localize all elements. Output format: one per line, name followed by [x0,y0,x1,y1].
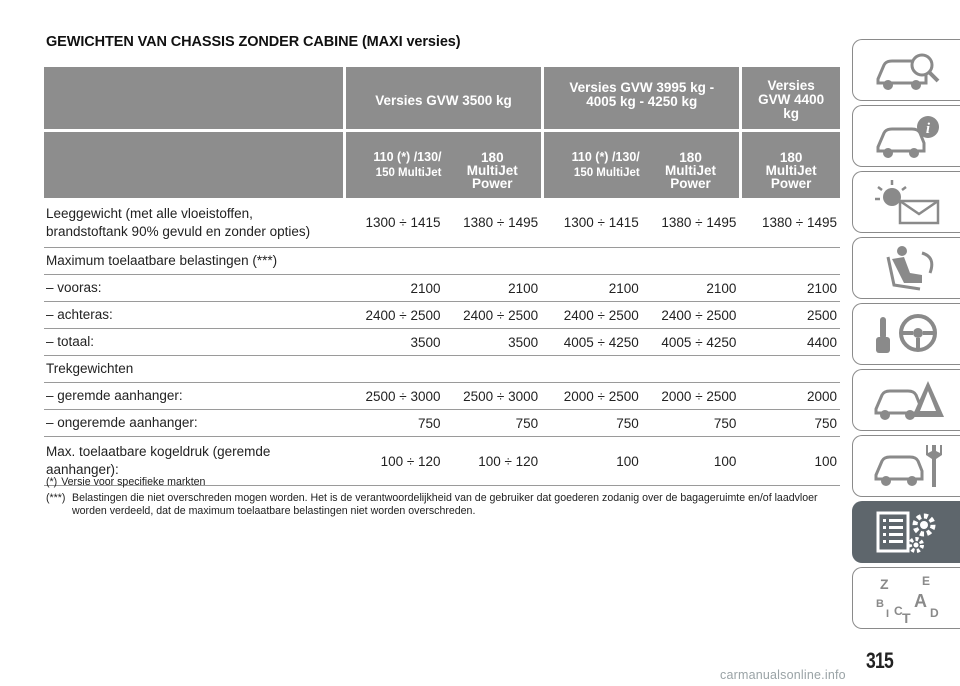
header-engine-line2: 150 MultiJet [375,167,442,179]
cell-value: 2000 ÷ 2500 [661,388,737,404]
table-header-row-engines [44,132,840,198]
car-breakdown-warning-icon [870,375,948,425]
cell-value: 2100 [508,280,539,296]
index-letter: E [921,574,930,588]
cell-value: 4400 [806,334,838,350]
table-section-row [44,356,840,383]
table-row [44,383,840,410]
header-engine-line1: 110 (*) /130/ [373,150,442,164]
footnote-text: Versie voor specifieke markten [61,476,206,488]
tab-index[interactable] [852,567,960,629]
row-label: Leeggewicht (met alle vloeistoffen, brandstoftank 90% gevuld en zonder opties) [46,205,311,239]
footnote-text: Belastingen die niet overschreden mogen worden. Het is de verantwoordelijkheid van de gebruiker dat goederen zodanig over de bagageruimte en/of laadvloer worden verdeeld, dat de maximum toelaatbare belastingen niet worden overschreden. [72,492,818,517]
table-header-row-groups [44,67,840,129]
warning-lights-envelope-icon [870,177,948,227]
cell-value: 4005 ÷ 4250 [563,334,639,350]
header-engine-180-label: 180 MultiJet Power [466,150,518,191]
footnote [46,492,836,518]
table-section-row [44,248,840,275]
cell-value: 2400 ÷ 2500 [563,307,639,323]
cell-value: 2100 [608,280,639,296]
header-group-gvw-3995-4250-label: Versies GVW 3995 kg - 4005 kg - 4250 kg [569,80,715,109]
row-label: – geremde aanhanger: [46,388,183,403]
tab-car-search[interactable] [852,39,960,101]
cell-value: 750 [616,415,639,431]
cell-value: 2500 [806,307,838,323]
header-engine-180-label: 180 MultiJet Power [665,150,717,191]
table-row [44,410,840,437]
page-number: 315 [866,648,893,673]
tab-key-steering[interactable] [852,303,960,365]
cell-value: 750 [713,415,737,431]
cell-value: 2400 ÷ 2500 [365,307,441,323]
header-group-gvw-3500: Versies GVW 3500 kg [346,67,541,129]
tab-car-breakdown[interactable] [852,369,960,431]
tab-warning-lights[interactable] [852,171,960,233]
row-label: – vooras: [46,280,102,295]
header-engine-line2: 150 MultiJet [573,167,640,179]
header-engine-180-b [642,132,740,198]
header-engine-180-c [742,132,840,198]
row-label: Max. toelaatbare kogeldruk (geremde aanhanger): [46,444,271,477]
svg-text:i: i [925,121,930,137]
cell-value: 750 [515,415,539,431]
cell-value: 100 [616,453,639,469]
cell-value: 2000 [806,388,838,404]
index-letter: C [893,604,903,618]
row-label: – ongeremde aanhanger: [46,415,198,430]
cell-value: 2100 [410,280,441,296]
index-letter: B [875,598,884,610]
cell-value: 1380 ÷ 1495 [762,215,837,230]
index-letters-icon [870,573,948,623]
tab-specs[interactable] [852,501,960,563]
cell-value: 3500 [410,334,441,350]
index-letter: I [885,608,889,620]
cell-value: 2500 ÷ 3000 [365,388,441,404]
watermark: carmanualsonline.info [720,668,846,682]
tab-car-wrench[interactable] [852,435,960,497]
header-group-gvw-4400 [742,67,840,129]
key-steering-wheel-icon [870,309,948,359]
cell-value: 1380 ÷ 1495 [463,215,539,230]
cell-value: 2500 ÷ 3000 [463,388,539,404]
seat-airbag-icon [870,243,948,293]
cell-value: 750 [814,415,838,431]
cell-value: 3500 [508,334,539,350]
header-engine-110-150-a [346,132,444,198]
footnotes [46,476,836,521]
footnote-mark: (***) [46,492,66,504]
table-row [44,302,840,329]
car-info-icon [870,111,948,161]
specs-gear-icon [870,507,948,557]
cell-value: 100 [814,453,837,469]
cell-value: 1380 ÷ 1495 [661,215,737,230]
car-wrench-icon [870,441,948,491]
cell-value: 2100 [706,280,737,296]
row-label: Trekgewichten [46,361,134,376]
cell-value: 2100 [806,280,838,296]
cell-value: 4005 ÷ 4250 [661,334,737,350]
header-blank-cell [44,67,343,129]
header-group-gvw-3995-4250 [544,67,739,129]
header-engine-180-label: 180 MultiJet Power [765,150,817,191]
footnote-mark: (*) [46,476,58,488]
tab-seat-airbag[interactable] [852,237,960,299]
weights-table [44,67,840,486]
table-row [44,329,840,356]
index-letter: D [929,606,939,620]
cell-value: 2000 ÷ 2500 [563,388,639,404]
row-label: Maximum toelaatbare belastingen (***) [46,253,278,268]
index-letter: Z [879,576,889,592]
row-label: – totaal: [46,334,95,349]
index-letter: A [913,591,927,611]
row-label: – achteras: [46,307,113,322]
header-engine-110-150-b [544,132,642,198]
index-letter: T [901,610,911,623]
cell-value: 100 ÷ 120 [478,453,539,469]
page-heading: GEWICHTEN VAN CHASSIS ZONDER CABINE (MAXI versies) [46,34,461,50]
header-engine-180-a [444,132,542,198]
cell-value: 100 [713,453,737,469]
table-row [44,275,840,302]
header-engine-line1: 110 (*) /130/ [571,150,640,164]
footnote [46,476,836,489]
cell-value: 1300 ÷ 1415 [563,215,639,230]
header-group-gvw-4400-label: Versies GVW 4400 kg [758,78,825,121]
header-blank-cell-2 [44,132,343,198]
tab-car-info[interactable] [852,105,960,167]
car-search-icon [870,45,948,95]
cell-value: 1300 ÷ 1415 [365,215,441,230]
table-row [44,198,840,248]
cell-value: 750 [417,415,441,431]
cell-value: 2400 ÷ 2500 [661,307,737,323]
cell-value: 2400 ÷ 2500 [463,307,539,323]
cell-value: 100 ÷ 120 [380,453,441,469]
